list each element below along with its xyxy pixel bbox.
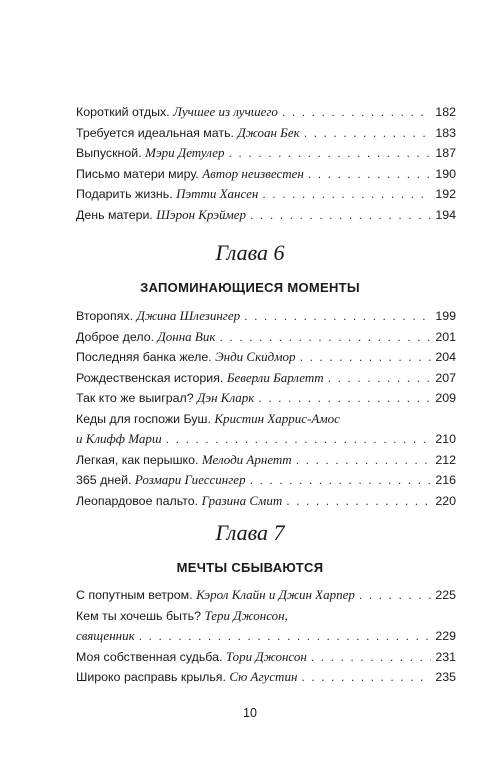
toc-entry[interactable]: [76, 327, 456, 348]
entry-author: Энди Скидмор: [215, 349, 296, 364]
entry-page: 192: [435, 187, 456, 201]
chapter-7-heading: [0, 520, 500, 575]
chapter-number: Глава 7: [215, 520, 285, 545]
entry-title: Требуется идеальная мать.: [76, 125, 234, 140]
entry-page: 220: [435, 493, 456, 508]
entry-page: 187: [435, 146, 456, 160]
entry-author: Джина Шлезингер: [136, 308, 241, 323]
dot-leader: [296, 450, 432, 471]
entry-title: Кеды для госпожи Буш.: [76, 411, 211, 426]
chapter-6-heading: [0, 240, 500, 295]
toc-entry[interactable]: [76, 123, 456, 144]
entry-page: 204: [435, 350, 456, 364]
entry-page: 182: [435, 105, 456, 119]
dot-leader: [229, 143, 432, 164]
dot-leader: [286, 491, 431, 512]
dot-leader: [244, 306, 431, 327]
toc-entry[interactable]: [76, 667, 456, 688]
dot-leader: [258, 388, 431, 409]
toc-entry-multiline[interactable]: [76, 606, 456, 647]
entry-title: Легкая, как перышко.: [76, 452, 199, 467]
entry-title: Второпях.: [76, 309, 134, 323]
entry-author: Дэн Кларк: [197, 390, 255, 405]
entry-title: Выпускной.: [76, 146, 142, 160]
entry-author: Пэтти Хансен: [176, 186, 259, 201]
entry-title: Леопардовое пальто.: [76, 493, 199, 508]
toc-entry-multiline[interactable]: [76, 409, 456, 450]
dot-leader: [139, 626, 432, 647]
dot-leader: [359, 585, 431, 606]
entry-title: Рождественская история.: [76, 370, 224, 385]
entry-author: Мелоди Арнетт: [201, 451, 292, 467]
toc-entry[interactable]: [76, 470, 456, 491]
toc-entry[interactable]: [76, 306, 456, 327]
entry-page: 183: [435, 125, 456, 140]
chapter-title: ЗАПОМИНАЮЩИЕСЯ МОМЕНТЫ: [140, 280, 360, 295]
entry-page: 235: [435, 670, 456, 684]
entry-page: 190: [435, 166, 456, 181]
entry-title: Широко расправь крылья.: [76, 670, 226, 684]
dot-leader: [300, 347, 432, 368]
entry-page: 207: [435, 370, 456, 385]
entry-page: 194: [435, 207, 456, 222]
dot-leader: [250, 470, 432, 491]
entry-author: Мэри Детулер: [145, 145, 225, 160]
entry-author: Гразина Смит: [201, 492, 283, 508]
page-number: 10: [243, 706, 257, 720]
entry-author: Джоан Бек: [237, 124, 300, 140]
entry-title: С попутным ветром.: [76, 588, 193, 602]
dot-leader: [304, 123, 432, 144]
entry-title: Моя собственная судьба.: [76, 649, 223, 664]
toc-entry[interactable]: [76, 491, 456, 512]
entry-page: 229: [435, 629, 456, 643]
toc-entry[interactable]: [76, 647, 456, 668]
entry-author: Кристин Харрис-Амос: [214, 410, 340, 426]
entry-title: Подарить жизнь.: [76, 187, 173, 201]
toc-entry[interactable]: [76, 143, 456, 164]
toc-entry[interactable]: [76, 450, 456, 471]
entry-title: 365 дней.: [76, 473, 132, 487]
toc-entry[interactable]: [76, 184, 456, 205]
toc-entry[interactable]: [76, 585, 456, 606]
entry-title: Последняя банка желе.: [76, 350, 212, 364]
dot-leader: [308, 164, 431, 185]
chapter-title: МЕЧТЫ СБЫВАЮТСЯ: [176, 560, 324, 575]
entry-page: 209: [435, 391, 456, 405]
chapter-7-entries: [76, 585, 456, 688]
entry-page: 212: [435, 452, 456, 467]
entry-author: Сю Агустин: [229, 669, 298, 684]
chapter-number: Глава 6: [215, 240, 285, 265]
toc-entry[interactable]: [76, 205, 456, 226]
entry-page: 231: [435, 649, 456, 664]
entry-page: 199: [435, 309, 456, 323]
entry-author: Лучшее из лучшего: [173, 104, 278, 119]
entry-title: День матери.: [76, 207, 153, 222]
entry-title: Кем ты хочешь быть?: [76, 608, 201, 623]
dot-leader: [219, 327, 431, 348]
entry-title: Письмо матери миру.: [76, 166, 199, 181]
dot-leader: [262, 184, 431, 205]
entry-author: Донна Вик: [157, 328, 216, 344]
entry-author-continued: священник: [76, 628, 135, 643]
entry-page: 225: [435, 588, 456, 602]
dot-leader: [328, 368, 432, 389]
entry-author: Автор неизвестен: [202, 165, 304, 181]
entry-title: Доброе дело.: [76, 329, 155, 344]
entry-page: 201: [435, 329, 456, 344]
toc-entry[interactable]: [76, 347, 456, 368]
toc-entry[interactable]: [76, 388, 456, 409]
entry-page: 216: [435, 473, 456, 487]
entry-title: Короткий отдых.: [76, 105, 170, 119]
entry-author: Беверли Барлетт: [226, 369, 324, 385]
entry-author: Кэрол Клайн и Джин Харпер: [196, 587, 355, 602]
toc-entry[interactable]: [76, 368, 456, 389]
toc-entry[interactable]: [76, 102, 456, 123]
entry-author: Тери Джонсон,: [204, 607, 288, 623]
dot-leader: [166, 429, 432, 450]
dot-leader: [250, 205, 431, 226]
entry-author-continued: и Клифф Марш: [76, 431, 162, 446]
chapter-6-entries: [76, 306, 456, 511]
entry-author: Шэрон Крэймер: [156, 206, 247, 222]
toc-top-section: [76, 102, 456, 225]
dot-leader: [311, 647, 432, 668]
dot-leader: [282, 102, 431, 123]
entry-title: Так кто же выиграл?: [76, 391, 194, 405]
toc-entry[interactable]: [76, 164, 456, 185]
entry-author: Тори Джонсон: [225, 648, 307, 664]
entry-page: 210: [435, 432, 456, 446]
dot-leader: [301, 667, 431, 688]
entry-author: Розмари Гиессингер: [134, 472, 246, 487]
